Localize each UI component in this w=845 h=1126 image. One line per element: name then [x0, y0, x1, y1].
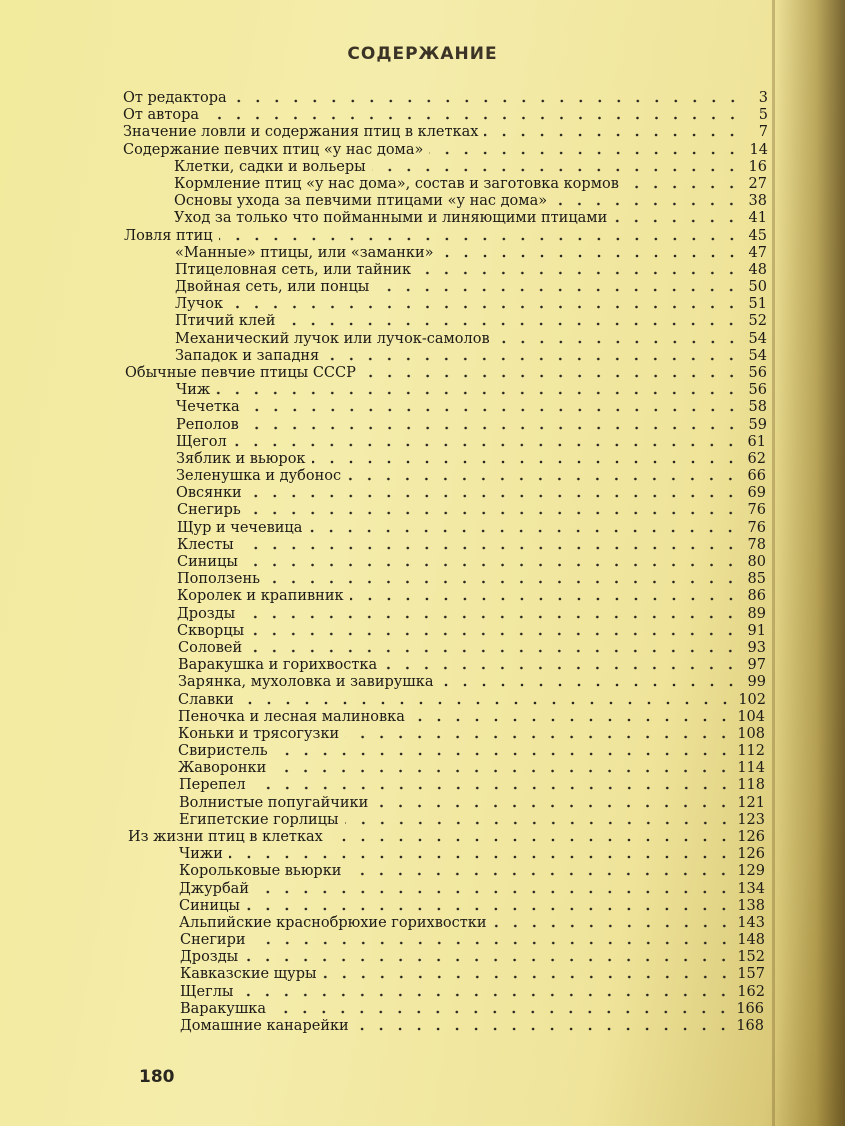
toc-entry-title: Волнистые попугайчики	[179, 794, 369, 811]
toc-entry	[180, 1017, 764, 1035]
page-number: 180	[139, 1067, 175, 1087]
toc-entry	[123, 89, 768, 107]
dot-leader	[216, 381, 741, 399]
dot-leader	[266, 570, 740, 588]
dot-leader	[205, 106, 742, 124]
dot-leader	[229, 845, 733, 863]
toc-entry-title: Двойная сеть, или понцы	[175, 279, 370, 295]
toc-entry-title: Уход за только что пойманными и линяющими птицами	[174, 210, 608, 227]
dot-leader	[248, 484, 740, 502]
toc-entry	[175, 244, 767, 262]
toc-entry-title: Альпийские краснобрюхие горихвостки	[179, 914, 487, 931]
toc-entry-title: Щур и чечевица	[177, 519, 303, 536]
toc-entry-title: Зеленушка и дубонос	[176, 468, 342, 485]
toc-entry-page: 48	[748, 261, 767, 278]
toc-entry-page: 134	[737, 880, 765, 897]
toc-entry	[177, 622, 766, 640]
toc-entry-title: Содержание певчих птиц «у нас дома»	[123, 141, 424, 158]
toc-entry-page: 38	[748, 193, 767, 210]
toc-entry	[176, 398, 767, 416]
toc-entry-page: 5	[758, 107, 768, 124]
toc-entry-page: 118	[737, 777, 765, 794]
toc-entry-page: 62	[747, 450, 766, 467]
toc-entry	[178, 691, 766, 709]
toc-entry-title: Зарянка, мухоловка и завирушка	[178, 674, 434, 691]
toc-entry-page: 27	[748, 175, 767, 192]
toc-entry-title: Пеночка и лесная малиновка	[178, 708, 405, 725]
toc-entry	[177, 501, 766, 519]
toc-entry-title: Дрозды	[180, 949, 239, 966]
dot-leader	[429, 141, 742, 159]
toc-entry-page: 123	[737, 811, 765, 828]
toc-entry-page: 16	[748, 158, 767, 175]
toc-entry	[178, 742, 765, 760]
toc-entry-page: 7	[758, 124, 768, 141]
toc-entry-page: 108	[737, 725, 765, 742]
toc-entry	[174, 192, 767, 210]
toc-entry-page: 58	[748, 399, 767, 416]
toc-entry	[179, 914, 765, 932]
toc-entry	[175, 278, 767, 296]
dot-leader	[496, 330, 741, 348]
toc-entry-page: 59	[748, 416, 767, 433]
toc-entry-title: Снегири	[180, 932, 246, 949]
dot-leader	[240, 536, 740, 554]
toc-entry-page: 3	[758, 90, 768, 106]
toc-entry-title: Синицы	[177, 554, 238, 570]
toc-entry-page: 51	[748, 296, 767, 313]
dot-leader	[345, 725, 733, 743]
toc-entry-title: Щегол	[176, 433, 227, 450]
toc-entry-page: 91	[747, 622, 766, 639]
dot-leader	[625, 175, 741, 193]
dot-leader	[347, 467, 740, 485]
toc-entry-page: 47	[748, 244, 767, 261]
dot-leader	[375, 278, 741, 296]
toc-entry	[174, 158, 767, 176]
toc-entry-title: Коньки и трясогузки	[178, 725, 340, 742]
dot-leader	[484, 123, 742, 141]
dot-leader	[240, 691, 734, 709]
dot-leader	[553, 192, 741, 210]
dot-leader	[229, 295, 741, 313]
toc-entry-title: Синицы	[179, 897, 240, 914]
toc-entry-title: Поползень	[177, 571, 261, 588]
toc-entry	[178, 708, 765, 726]
toc-entry	[123, 123, 768, 141]
toc-entry	[176, 416, 767, 434]
toc-entry-page: 89	[747, 605, 766, 622]
toc-entry	[175, 347, 767, 365]
toc-entry	[125, 364, 767, 382]
dot-leader	[248, 639, 740, 657]
toc-entry-title: Кавказские щуры	[180, 966, 317, 983]
toc-entry-page: 52	[748, 313, 767, 330]
toc-entry	[179, 862, 765, 880]
toc-entry-title: Из жизни птиц в клетках	[128, 829, 323, 845]
dot-leader	[272, 1000, 732, 1018]
toc-entry	[178, 725, 765, 743]
toc-entry	[180, 931, 765, 949]
toc-entry-title: Лучок	[175, 296, 224, 313]
dot-leader	[233, 433, 740, 451]
toc-entry-page: 93	[747, 639, 766, 656]
toc-entry-title: Варакушка и горихвостка	[178, 657, 378, 674]
dot-leader	[345, 811, 734, 829]
toc-entry-page: 143	[737, 914, 765, 931]
dot-leader	[308, 519, 740, 537]
dot-leader	[252, 931, 734, 949]
toc-entry	[176, 484, 766, 502]
toc-entry-title: Клетки, садки и вольеры	[174, 158, 366, 175]
dot-leader	[239, 983, 733, 1001]
dot-leader	[244, 553, 740, 571]
dot-leader	[355, 1017, 733, 1035]
dot-leader	[246, 897, 733, 915]
toc-entry-title: Дрозды	[177, 605, 236, 622]
toc-entry	[177, 553, 766, 571]
dot-leader	[323, 965, 734, 983]
toc-entry	[179, 776, 765, 794]
toc-entry	[177, 536, 766, 554]
toc-entry-page: 97	[747, 657, 766, 674]
toc-entry-page: 61	[747, 433, 766, 450]
toc-entry	[123, 106, 768, 124]
toc-entry-page: 50	[748, 279, 767, 295]
dot-leader	[329, 828, 733, 846]
toc-entry	[123, 141, 768, 159]
toc-entry	[177, 587, 766, 605]
toc-entry-title: Чиж	[176, 382, 211, 399]
toc-entry-page: 126	[737, 829, 765, 845]
toc-entry-page: 99	[747, 674, 766, 691]
toc-entry-page: 54	[748, 330, 767, 347]
toc-entry	[178, 759, 765, 777]
dot-leader	[241, 605, 740, 623]
toc-entry	[176, 433, 766, 451]
toc-entry	[177, 570, 766, 588]
toc-entry-page: 69	[747, 485, 766, 502]
toc-entry	[175, 312, 767, 330]
toc-entry	[176, 381, 767, 399]
toc-entry-page: 45	[748, 227, 767, 244]
toc-entry-title: Чечетка	[176, 399, 240, 416]
toc-entry-title: Соловей	[178, 639, 243, 656]
toc-entry-title: Механический лучок или лучок-самолов	[175, 330, 490, 347]
toc-entry-page: 152	[737, 949, 765, 966]
dot-leader	[411, 708, 733, 726]
toc-entry	[180, 948, 765, 966]
dot-leader	[252, 776, 734, 794]
toc-entry-title: Чижи	[179, 846, 223, 863]
toc-entry	[176, 467, 766, 485]
toc-entry	[177, 519, 766, 537]
toc-entry-title: Птичий клей	[175, 313, 276, 330]
toc-entry	[178, 673, 766, 691]
toc-entry-page: 14	[749, 141, 768, 158]
dot-leader	[417, 261, 741, 279]
toc-entry	[179, 794, 765, 812]
dot-leader	[312, 450, 741, 468]
toc-entry-title: Кормление птиц «у нас дома», состав и заготовка кормов	[174, 175, 619, 192]
dot-leader	[372, 158, 741, 176]
dot-leader	[362, 364, 741, 382]
dot-leader	[374, 794, 733, 812]
toc-entry	[175, 295, 767, 313]
dot-leader	[246, 398, 741, 416]
toc-entry	[180, 983, 765, 1001]
toc-entry-title: Клесты	[177, 536, 234, 553]
toc-entry-page: 76	[747, 502, 766, 519]
toc-entry-page: 162	[737, 983, 765, 1000]
dot-leader	[325, 347, 741, 365]
toc-entry-title: Жаворонки	[178, 760, 267, 777]
toc-entry-title: Реполов	[176, 416, 239, 433]
toc-entry-page: 78	[747, 536, 766, 553]
toc-entry-title: Домашние канарейки	[180, 1018, 349, 1034]
toc-entry	[178, 639, 766, 657]
toc-entry-page: 104	[737, 708, 765, 725]
toc-entry-title: Основы ухода за певчими птицами «у нас дома»	[174, 193, 548, 210]
dot-leader	[219, 227, 741, 245]
dot-leader	[281, 312, 741, 330]
dot-leader	[613, 209, 741, 227]
page-title: СОДЕРЖАНИЕ	[347, 44, 498, 64]
toc-entry-title: Снегирь	[177, 502, 241, 519]
toc-entry-page: 41	[748, 210, 767, 227]
toc-entry-page: 56	[748, 365, 767, 381]
dot-leader	[350, 587, 740, 605]
toc-entry-page: 54	[748, 347, 767, 364]
toc-entry	[177, 605, 766, 623]
dot-leader	[250, 622, 740, 640]
toc-entry-title: Египетские горлицы	[179, 811, 339, 828]
dot-leader	[244, 948, 733, 966]
toc-entry	[180, 1000, 764, 1018]
dot-leader	[347, 862, 733, 880]
toc-entry-page: 66	[747, 468, 766, 485]
toc-entry-page: 138	[737, 897, 765, 914]
toc-entry-page: 85	[747, 571, 766, 588]
toc-entry	[179, 811, 765, 829]
dot-leader	[493, 914, 734, 932]
toc-entry	[176, 450, 766, 468]
toc-entry-title: Свиристель	[178, 743, 268, 759]
toc-entry-title: Обычные певчие птицы СССР	[125, 365, 356, 381]
toc-entry-title: Щеглы	[180, 983, 234, 1000]
toc-entry-title: Славки	[178, 691, 234, 708]
toc-entry-page: 112	[737, 743, 765, 759]
toc-entry-page: 126	[737, 846, 765, 863]
toc-entry-page: 168	[736, 1018, 764, 1034]
toc-entry	[124, 227, 767, 245]
toc-entry	[180, 965, 765, 983]
dot-leader	[233, 89, 742, 107]
toc-entry	[175, 330, 767, 348]
toc-entry-title: От редактора	[123, 90, 227, 106]
dot-leader	[255, 880, 733, 898]
toc-entry	[128, 828, 765, 846]
toc-entry-title: Джурбай	[179, 880, 249, 897]
toc-entry-page: 76	[747, 519, 766, 536]
toc-entry-page: 114	[737, 760, 765, 777]
toc-entry-title: Варакушка	[180, 1000, 267, 1017]
toc-entry	[175, 261, 767, 279]
toc-entry	[179, 897, 765, 915]
toc-entry-page: 56	[748, 382, 767, 399]
toc-entry-title: Западок и западня	[175, 347, 320, 364]
toc-entry-title: «Манные» птицы, или «заманки»	[175, 244, 434, 261]
dot-leader	[440, 244, 742, 262]
dot-leader	[440, 673, 741, 691]
toc-entry-title: Ловля птиц	[124, 227, 213, 244]
toc-entry-title: Овсянки	[176, 485, 242, 502]
toc-entry-page: 166	[736, 1000, 764, 1017]
toc-entry-page: 80	[747, 554, 766, 570]
toc-entry	[174, 175, 767, 193]
dot-leader	[272, 759, 733, 777]
toc-entry-title: Зяблик и вьюрок	[176, 450, 306, 467]
toc-entry-page: 129	[737, 863, 765, 880]
toc-entry-title: Птицеловная сеть, или тайник	[175, 261, 412, 278]
toc-entry	[178, 656, 766, 674]
toc-entry	[174, 209, 767, 227]
toc-entry-page: 102	[738, 691, 766, 708]
dot-leader	[247, 501, 740, 519]
toc-entry-page: 86	[747, 588, 766, 605]
toc-entry-page: 148	[737, 932, 765, 949]
toc-entry-title: Королек и крапивник	[177, 588, 344, 605]
dot-leader	[274, 742, 734, 760]
toc-entry-title: Скворцы	[177, 622, 245, 639]
toc-entry-title: От автора	[123, 107, 200, 124]
toc-entry	[179, 880, 765, 898]
toc-entry-page: 157	[737, 966, 765, 983]
toc-entry-title: Корольковые вьюрки	[179, 863, 342, 880]
toc-entry	[179, 845, 765, 863]
toc-entry-title: Значение ловли и содержания птиц в клетках	[123, 124, 479, 141]
dot-leader	[383, 656, 740, 674]
dot-leader	[245, 416, 741, 434]
toc-entry-title: Перепел	[179, 777, 246, 794]
toc-entry-page: 121	[737, 794, 765, 811]
